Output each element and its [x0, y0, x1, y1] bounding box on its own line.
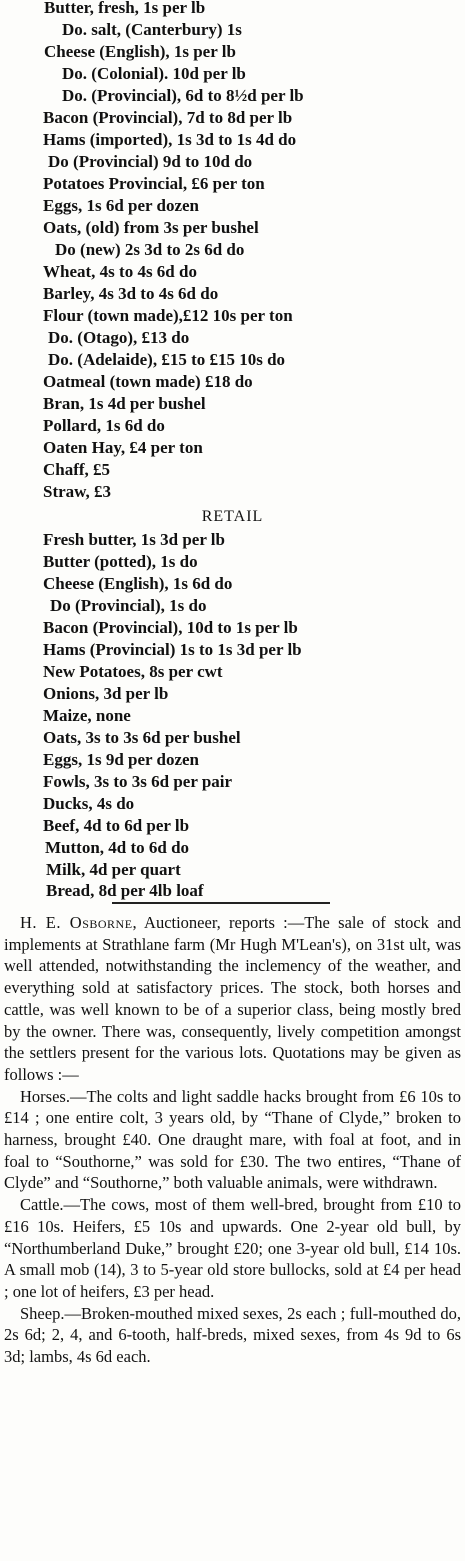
- price-line: Cheese (English), 1s 6d do: [43, 574, 233, 593]
- auction-report: [4, 912, 461, 1368]
- price-line: Fresh butter, 1s 3d per lb: [43, 530, 225, 549]
- price-line: Bacon (Provincial), 7d to 8d per lb: [43, 108, 293, 127]
- price-line: Eggs, 1s 6d per dozen: [43, 196, 200, 215]
- horses-paragraph: Horses.—The colts and light saddle hacks brought from £6 10s to £14 ; one entire colt, 3 years old, by “Thane of Clyde,” broken to harness, brought £40. One draught mare, with foal at foot, and in foal to “Southorne,” was sold for £30. The two entires, “Thane of Clyde” and “Southorne,” both valuable animals, were withdrawn.: [4, 1086, 461, 1193]
- price-line: Bacon (Provincial), 10d to 1s per lb: [43, 618, 298, 637]
- price-line: Straw, £3: [43, 482, 111, 501]
- price-line: Pollard, 1s 6d do: [43, 416, 165, 435]
- price-line: Do. (Colonial). 10d per lb: [62, 64, 246, 83]
- price-line: Mutton, 4d to 6d do: [45, 838, 190, 857]
- cattle-paragraph: Cattle.—The cows, most of them well-bred, brought from £10 to £16 10s. Heifers, £5 10s and upwards. One 2-year old bull, by “Northumberland Duke,” brought £20; one 3-year old bull, £14 10s. A small mob (14), 3 to 5-year old store bullocks, sold at £4 per head ; one lot of heifers, £3 per head.: [4, 1195, 461, 1301]
- price-line: Oatmeal (town made) £18 do: [43, 372, 253, 391]
- retail-heading: RETAIL: [201, 508, 264, 525]
- price-line: Hams (imported), 1s 3d to 1s 4d do: [43, 130, 297, 149]
- price-line: Fowls, 3s to 3s 6d per pair: [43, 772, 233, 791]
- price-line: Do (Provincial) 9d to 10d do: [48, 152, 253, 171]
- price-line: Do. (Adelaide), £15 to £15 10s do: [48, 350, 286, 369]
- price-line: Bran, 1s 4d per bushel: [43, 394, 206, 413]
- report-intro-paragraph: [4, 912, 461, 1086]
- price-line: Bread, 8d per 4lb loaf: [46, 881, 204, 900]
- price-line: Eggs, 1s 9d per dozen: [43, 750, 200, 769]
- price-line: Do (new) 2s 3d to 2s 6d do: [55, 240, 245, 259]
- price-line: Beef, 4d to 6d per lb: [43, 816, 190, 835]
- price-line: Butter, fresh, 1s per lb: [44, 0, 206, 17]
- price-line: Wheat, 4s to 4s 6d do: [43, 262, 197, 281]
- price-line: Oaten Hay, £4 per ton: [43, 438, 203, 457]
- price-line: Potatoes Provincial, £6 per ton: [43, 174, 265, 193]
- price-line: Ducks, 4s do: [43, 794, 135, 813]
- price-line: Barley, 4s 3d to 4s 6d do: [43, 284, 219, 303]
- section-divider: [112, 902, 330, 904]
- price-line: Oats, (old) from 3s per bushel: [43, 218, 259, 237]
- price-line: Do. (Otago), £13 do: [48, 328, 190, 347]
- price-line: Butter (potted), 1s do: [43, 552, 198, 571]
- price-line: Chaff, £5: [43, 460, 111, 479]
- price-line: Maize, none: [43, 706, 131, 725]
- price-line: Cheese (English), 1s per lb: [44, 42, 236, 61]
- auctioneer-name: H. E. Osborne: [20, 913, 133, 932]
- price-line: Do. salt, (Canterbury) 1s: [62, 20, 242, 39]
- price-line: Hams (Provincial) 1s to 1s 3d per lb: [43, 640, 302, 659]
- price-line: Do. (Provincial), 6d to 8½d per lb: [62, 86, 304, 105]
- price-line: Flour (town made),£12 10s per ton: [43, 306, 293, 325]
- report-intro-text: , Auctioneer, reports :—The sale of stock and implements at Strathlane farm (Mr Hugh M'Lean's), on 31st ult, was well attended, notwithstanding the inclemency of the weather, and everything sold at satisfactory prices. The stock, both horses and cattle, was well known to be of a superior class, being mostly bred by the owner. There was, consequently, lively competition amongst the settlers present for the various lots. Quotations may be given as follows :—: [4, 913, 461, 1084]
- sheep-paragraph: Sheep.—Broken-mouthed mixed sexes, 2s each ; full-mouthed do, 2s 6d; 2, 4, and 6-tooth, half-breds, mixed sexes, from 4s 9d to 6s 3d; lambs, 4s 6d each.: [4, 1303, 461, 1367]
- price-line: Milk, 4d per quart: [46, 860, 181, 879]
- price-line: Onions, 3d per lb: [43, 684, 169, 703]
- price-line: Do (Provincial), 1s do: [50, 596, 207, 615]
- price-line: Oats, 3s to 3s 6d per bushel: [43, 728, 241, 747]
- price-line: New Potatoes, 8s per cwt: [43, 662, 223, 681]
